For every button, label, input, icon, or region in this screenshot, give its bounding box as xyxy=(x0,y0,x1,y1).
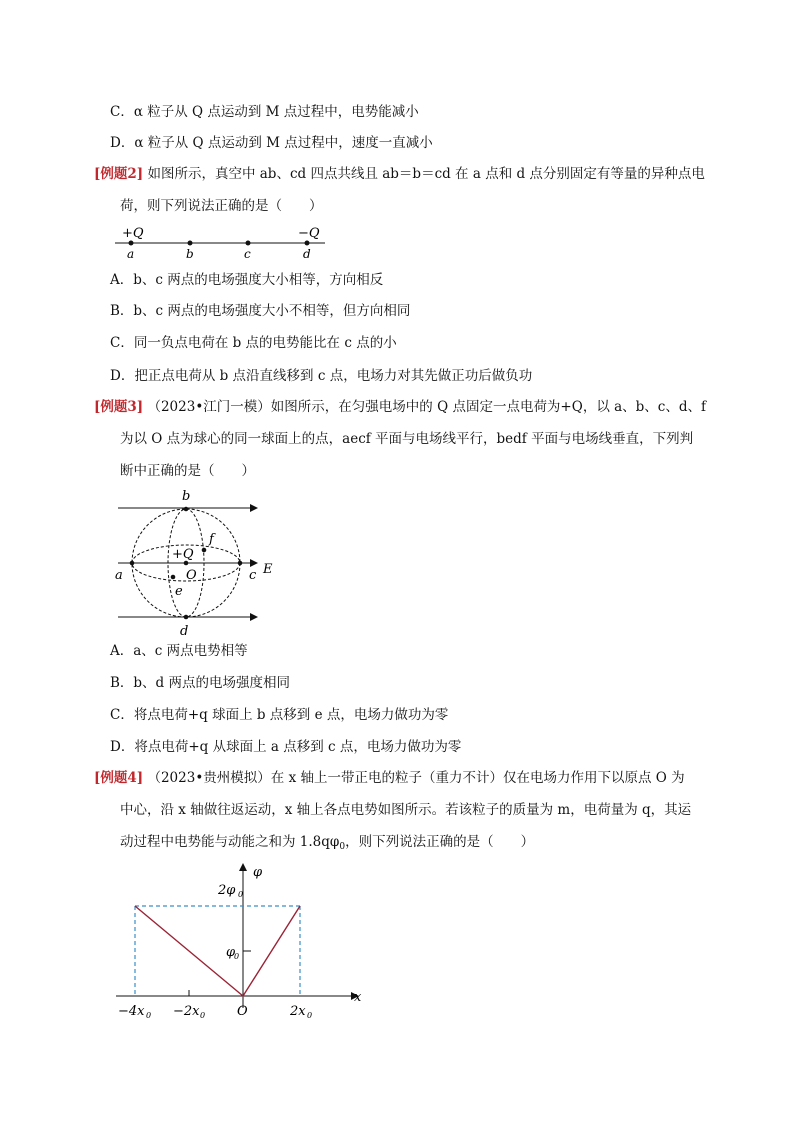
q2-point-d xyxy=(305,241,310,246)
q3-option-a: A．a、c 两点电势相等 xyxy=(110,643,248,659)
q3-point-f xyxy=(202,548,207,553)
q3-label-o: O xyxy=(186,568,197,583)
q2-point-c xyxy=(246,241,251,246)
q2-label-a: a xyxy=(127,247,135,261)
q4-label-neg2x0: −2x xyxy=(173,1004,200,1019)
q4-label-2x0-sub: 0 xyxy=(307,1011,313,1020)
q4-label-2phi0-sub: 0 xyxy=(238,890,244,899)
q3-stem-line2: 为以 O 点为球心的同一球面上的点，aecf 平面与电场线平行，bedf 平面与电场线垂直，下列判 xyxy=(120,431,694,447)
q3-point-d xyxy=(184,615,189,620)
q4-label-phi: φ xyxy=(253,865,263,880)
q2-option-c: C．同一负点电荷在 b 点的电势能比在 c 点的小 xyxy=(110,335,397,351)
q2-option-d: D．把正点电荷从 b 点沿直线移到 c 点，电场力对其先做正功后做负功 xyxy=(110,368,533,384)
q2-stem-line1 xyxy=(94,165,705,183)
q2-option-a: A．b、c 两点的电场强度大小相等，方向相反 xyxy=(110,272,384,288)
q4-stem-line3 xyxy=(120,833,534,856)
q4-stem-sub0: 0 xyxy=(339,842,346,852)
q3-label-c: c xyxy=(249,568,257,583)
q2-stem-text1: 如图所示，真空中 ab、cd 四点共线且 ab＝b＝cd 在 a 点和 d 点分别固定有等量的异种点电 xyxy=(147,166,705,182)
q3-label-e: e xyxy=(175,584,183,599)
q4-stem-line1 xyxy=(94,769,685,787)
q4-stem-text1: （2023•贵州模拟）在 x 轴上一带正电的粒子（重力不计）仅在电场力作用下以原点 O 为 xyxy=(147,770,685,786)
q4-stem-text3a: 动过程中电势能与动能之和为 1.8qφ xyxy=(120,834,340,850)
q4-stem-line2: 中心，沿 x 轴做往返运动，x 轴上各点电势如图所示。若该粒子的质量为 m，电荷量为 q，其运 xyxy=(120,802,692,818)
q3-figure xyxy=(110,484,285,640)
q1-option-c: C．α 粒子从 Q 点运动到 M 点过程中，电势能减小 xyxy=(110,104,419,120)
q3-label-plusq: +Q xyxy=(172,547,194,562)
q1-option-d: D．α 粒子从 Q 点运动到 M 点过程中，速度一直减小 xyxy=(110,135,433,151)
q2-label-b: b xyxy=(186,247,194,261)
q3-label-a: a xyxy=(115,568,123,583)
q3-option-d: D．将点电荷+q 从球面上 a 点移到 c 点，电场力做功为零 xyxy=(110,739,462,755)
q3-option-b: B．b、d 两点的电场强度相同 xyxy=(110,675,290,691)
q3-label-e-field: E xyxy=(263,562,273,577)
q3-label-f: f xyxy=(209,532,214,547)
q4-label-x: x xyxy=(354,990,362,1005)
q2-point-a xyxy=(129,241,134,246)
q4-potential-graph xyxy=(110,858,370,1028)
q3-point-b xyxy=(184,507,189,512)
q2-point-b xyxy=(188,241,193,246)
q4-label-neg2x0-sub: 0 xyxy=(200,1011,206,1020)
q3-stem-line3: 断中正确的是（ ） xyxy=(120,463,255,479)
q3-point-e xyxy=(171,575,176,580)
q2-option-b: B．b、c 两点的电场强度大小不相等，但方向相同 xyxy=(110,303,411,319)
q4-tag: [例题4] xyxy=(94,770,144,786)
q3-label-d: d xyxy=(180,624,189,639)
q2-stem-line2: 荷，则下列说法正确的是（ ） xyxy=(120,198,323,214)
q4-label-2phi0: 2φ xyxy=(218,883,236,898)
q4-label-neg4x0: −4x xyxy=(118,1004,145,1019)
q3-tag: [例题3] xyxy=(94,399,144,415)
q2-label-plusq: +Q xyxy=(122,226,144,241)
q4-label-neg4x0-sub: 0 xyxy=(146,1011,152,1020)
q2-label-minusq: −Q xyxy=(298,226,320,241)
q2-figure xyxy=(110,222,340,264)
q2-label-d: d xyxy=(303,247,311,261)
q3-point-a xyxy=(130,561,135,566)
q4-label-phi0: φ xyxy=(226,945,236,960)
q4-label-o: O xyxy=(237,1004,248,1019)
q3-stem-line1 xyxy=(94,398,706,416)
q2-label-c: c xyxy=(244,247,251,261)
q4-label-2x0: 2x xyxy=(290,1004,306,1019)
q4-potential-curve xyxy=(135,906,300,996)
q3-point-c xyxy=(238,561,243,566)
q3-stem-text1: （2023•江门一模）如图所示，在匀强电场中的 Q 点固定一点电荷为+Q，以 a、b、c、d、f xyxy=(147,399,706,415)
q2-tag: [例题2] xyxy=(94,166,144,182)
q3-option-c: C．将点电荷+q 球面上 b 点移到 e 点，电场力做功为零 xyxy=(110,707,449,723)
q4-label-phi0-sub: 0 xyxy=(234,952,240,961)
q4-stem-text3b: ，则下列说法正确的是（ ） xyxy=(345,834,535,850)
q3-label-b: b xyxy=(182,489,191,504)
